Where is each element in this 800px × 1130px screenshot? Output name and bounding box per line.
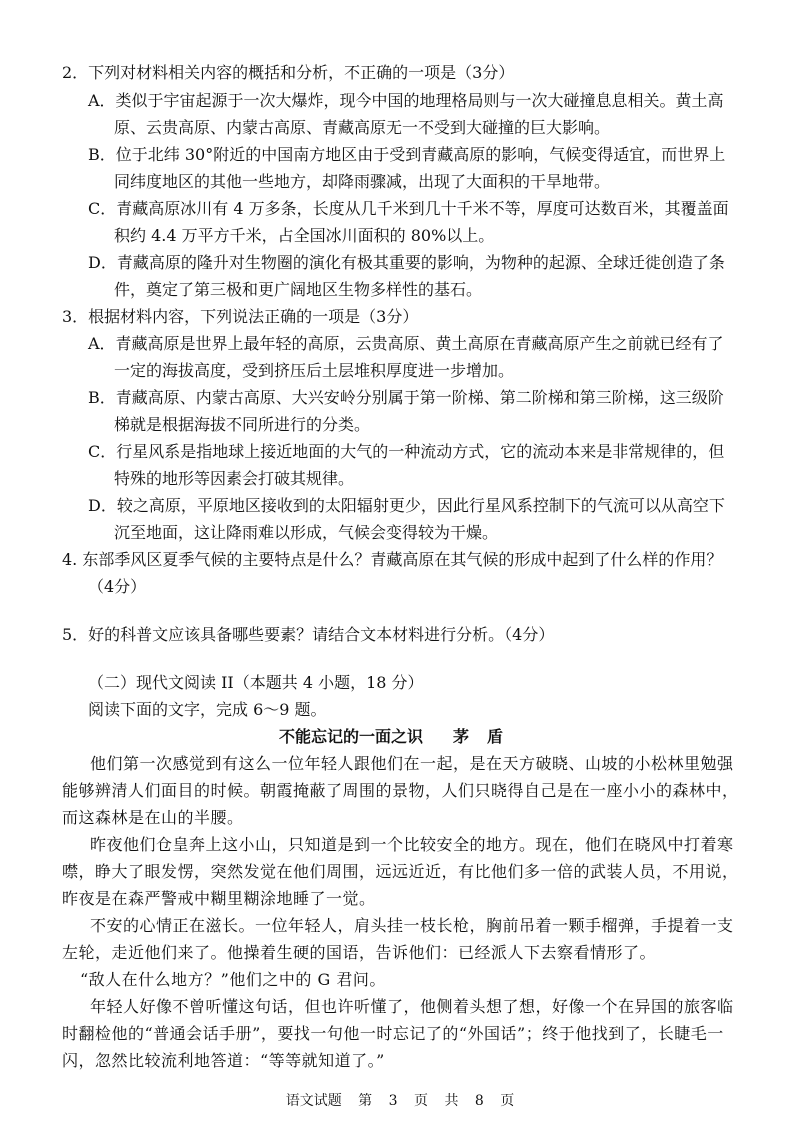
passage-p5-line1: 年轻人好像不曾听懂这句话，但也许听懂了，他侧着头想了想，好像一个在异国的旅客临 <box>90 997 734 1016</box>
question-2-stem: 2．下列对材料相关内容的概括和分析，不正确的一项是（3分） <box>62 63 515 82</box>
page-footer <box>0 1090 800 1112</box>
passage-title-row <box>0 726 800 748</box>
question-2-option-b: B．位于北纬 30°附近的中国南方地区由于受到青藏高原的影响，气候变得适宜，而世界上 <box>88 145 726 164</box>
question-2-option-d: D．青藏高原的隆升对生物圈的演化有极其重要的影响，为物种的起源、全球迁徙创造了条 <box>88 253 725 272</box>
question-2-option-c: C．青藏高原冰川有 4 万多条，长度从几千米到几十千米不等，厚度可达数百米，其覆盖面 <box>88 199 729 218</box>
question-5-stem: 5．好的科普文应该具备哪些要素？请结合文本材料进行分析。（4分） <box>62 625 555 644</box>
question-3-option-a: A．青藏高原是世界上最年轻的高原，云贵高原、黄土高原在青藏高原产生之前就已经有了 <box>88 334 724 353</box>
passage-p1-line1: 他们第一次感觉到有这么一位年轻人跟他们在一起，是在天方破晓、山坡的小松林里勉强 <box>90 754 734 773</box>
question-4-score: （4分） <box>88 577 147 596</box>
footer-subject: 语文试题 <box>285 1093 342 1109</box>
question-3-option-d-cont: 沉至地面，这让降雨难以形成，气候会变得较为干燥。 <box>114 523 499 542</box>
question-2-option-c-cont: 积约 4.4 万平方千米，占全国冰川面积的 80%以上。 <box>114 226 495 245</box>
question-4-stem: 4. 东部季风区夏季气候的主要特点是什么？青藏高原在其气候的形成中起到了什么样的作用？ <box>62 550 723 569</box>
passage-p1-line2: 能够辨清人们面目的时候。朝霞掩蔽了周围的景物，人们只晓得自己是在一座小小的森林中， <box>62 781 739 800</box>
section-instruction: 阅读下面的文字，完成 6～9 题。 <box>88 700 327 719</box>
question-3-option-c: C．行星风系是指地球上接近地面的大气的一种流动方式，它的流动本来是非常规律的，但 <box>88 442 725 461</box>
passage-author: 茅盾 <box>453 727 522 746</box>
passage-p3-line2: 左轮，走近他们来了。他操着生硬的国语，告诉他们：已经派人下去察看情形了。 <box>62 943 657 962</box>
passage-title: 不能忘记的一面之识 <box>278 727 423 746</box>
footer-ye-2: 页 <box>500 1093 515 1109</box>
question-2-option-d-cont: 件，奠定了第三极和更广阔地区生物多样性的基石。 <box>114 280 483 299</box>
question-2-option-b-cont: 同纬度地区的其他一些地方，却降雨骤减，出现了大面积的干旱地带。 <box>114 172 611 191</box>
question-2-option-a-cont: 原、云贵高原、内蒙古高原、青藏高原无一不受到大碰撞的巨大影响。 <box>114 118 611 137</box>
passage-p2-line3: 昨夜是在森严警戒中糊里糊涂地睡了一觉。 <box>62 889 376 908</box>
passage-p2-line1: 昨夜他们仓皇奔上这小山，只知道是到一个比较安全的地方。现在，他们在晓风中打着寒 <box>90 835 734 854</box>
footer-gong: 共 <box>444 1093 459 1109</box>
question-3-stem: 3．根据材料内容，下列说法正确的一项是（3分） <box>62 307 419 326</box>
footer-ye: 页 <box>414 1093 428 1109</box>
question-3-option-d: D．较之高原，平原地区接收到的太阳辐射更少，因此行星风系控制下的气流可以从高空下 <box>88 496 725 515</box>
passage-p3-line1: 不安的心情正在滋长。一位年轻人，肩头挂一枝长枪，胸前吊着一颗手榴弹，手提着一支 <box>90 916 734 935</box>
question-3-option-b: B．青藏高原、内蒙古高原、大兴安岭分别属于第一阶梯、第二阶梯和第三阶梯，这三级阶 <box>88 388 724 407</box>
question-3-option-b-cont: 梯就是根据海拔不同所进行的分类。 <box>114 415 371 434</box>
passage-p5-line3: 闪，忽然比较流利地答道：“等等就知道了。” <box>62 1051 385 1070</box>
passage-p5-line2: 时翻检他的“普通会话手册”，要找一句他一时忘记了的“外国话”；终于他找到了，长睫毛一 <box>62 1024 724 1043</box>
passage-p4-line1: “敌人在什么地方？”他们之中的 G 君问。 <box>80 970 386 989</box>
passage-p2-line2: 噤，睁大了眼发愣，突然发觉在他们周围，远远近近，有比他们多一倍的武装人员，不用说， <box>62 862 739 881</box>
question-2-option-a: A．类似于宇宙起源于一次大爆炸，现今中国的地理格局则与一次大碰撞息息相关。黄土高 <box>88 91 724 110</box>
section-heading: （二）现代文阅读 II（本题共 4 小题，18 分） <box>88 673 424 692</box>
footer-total-pages: 8 <box>474 1093 484 1109</box>
question-3-option-c-cont: 特殊的地形等因素会打破其规律。 <box>114 469 355 488</box>
question-3-option-a-cont: 一定的海拔高度，受到挤压后土层堆积厚度进一步增加。 <box>114 361 515 380</box>
footer-page-number: 3 <box>388 1093 398 1109</box>
footer-di: 第 <box>358 1093 373 1109</box>
passage-p1-line3: 而这森林是在山的半腰。 <box>62 808 244 827</box>
